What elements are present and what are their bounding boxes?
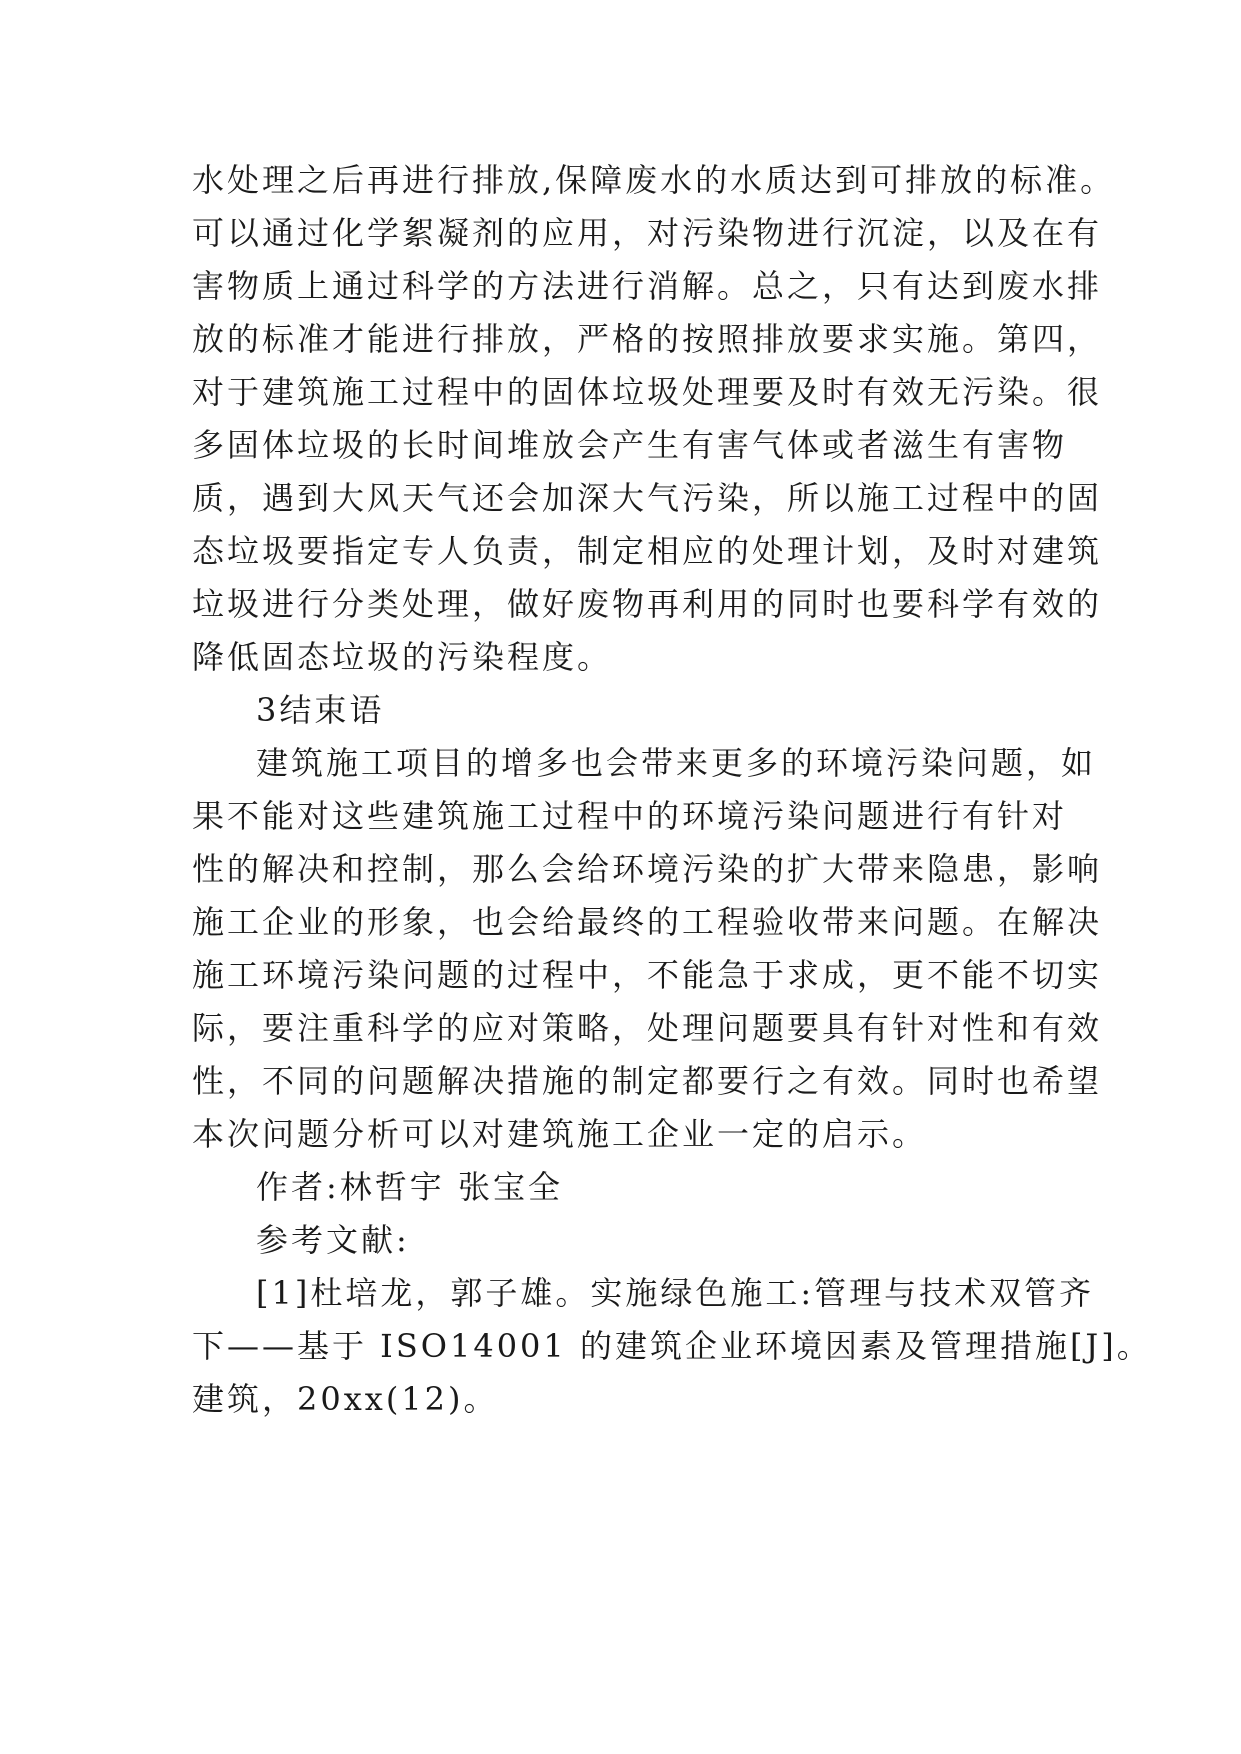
reference-line: [1]杜培龙，郭子雄。实施绿色施工:管理与技术双管齐 <box>256 1274 1095 1312</box>
author-line: 作者:林哲宇 张宝全 <box>256 1168 563 1206</box>
body-line: 建筑施工项目的增多也会带来更多的环境污染问题，如 <box>256 744 1097 782</box>
body-line: 可以通过化学絮凝剂的应用，对污染物进行沉淀，以及在有 <box>192 214 1103 252</box>
body-line: 性，不同的问题解决措施的制定都要行之有效。同时也希望 <box>192 1062 1103 1100</box>
body-line: 垃圾进行分类处理，做好废物再利用的同时也要科学有效的 <box>192 585 1103 623</box>
reference-line: 建筑，20xx(12)。 <box>192 1380 499 1418</box>
body-line: 态垃圾要指定专人负责，制定相应的处理计划，及时对建筑 <box>192 532 1103 570</box>
body-line: 际，要注重科学的应对策略，处理问题要具有针对性和有效 <box>192 1009 1103 1047</box>
body-line: 本次问题分析可以对建筑施工企业一定的启示。 <box>192 1115 928 1153</box>
body-line: 对于建筑施工过程中的固体垃圾处理要及时有效无污染。很 <box>192 373 1103 411</box>
body-line: 果不能对这些建筑施工过程中的环境污染问题进行有针对 <box>192 797 1068 835</box>
body-line: 放的标准才能进行排放，严格的按照排放要求实施。第四， <box>192 320 1103 358</box>
body-line: 水处理之后再进行排放,保障废水的水质达到可排放的标准。 <box>192 161 1116 199</box>
body-line: 施工环境污染问题的过程中，不能急于求成，更不能不切实 <box>192 956 1103 994</box>
body-line: 害物质上通过科学的方法进行消解。总之，只有达到废水排 <box>192 267 1103 305</box>
reference-line: 下——基于 ISO14001 的建筑企业环境因素及管理措施[J]。 <box>192 1327 1152 1365</box>
body-line: 性的解决和控制，那么会给环境污染的扩大带来隐患，影响 <box>192 850 1103 888</box>
body-line: 施工企业的形象，也会给最终的工程验收带来问题。在解决 <box>192 903 1103 941</box>
references-heading: 参考文献: <box>256 1221 410 1259</box>
section-heading: 3结束语 <box>256 691 385 729</box>
body-line: 降低固态垃圾的污染程度。 <box>192 638 613 676</box>
body-line: 多固体垃圾的长时间堆放会产生有害气体或者滋生有害物 <box>192 426 1068 464</box>
body-line: 质，遇到大风天气还会加深大气污染，所以施工过程中的固 <box>192 479 1103 517</box>
